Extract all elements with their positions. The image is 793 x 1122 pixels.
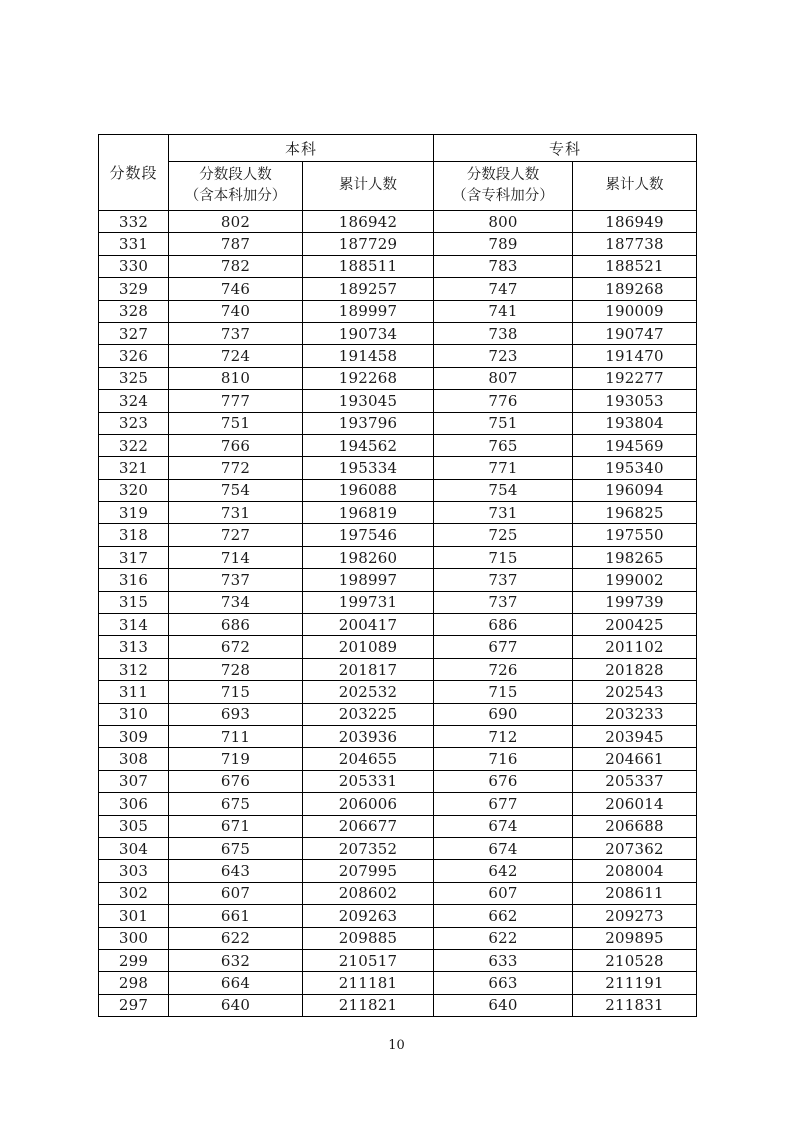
- table-row: [99, 300, 697, 322]
- cell-vocational-cumulative: 186949: [573, 211, 697, 233]
- cell-vocational-cumulative: 199002: [573, 569, 697, 591]
- cell-undergraduate-cumulative: 206006: [303, 793, 434, 815]
- cell-score-band: 322: [99, 434, 169, 456]
- cell-undergraduate-cumulative: 186942: [303, 211, 434, 233]
- cell-score-band: 304: [99, 837, 169, 859]
- cell-undergraduate-cumulative: 203936: [303, 725, 434, 747]
- cell-vocational-band-count: 715: [434, 546, 573, 568]
- cell-undergraduate-cumulative: 203225: [303, 703, 434, 725]
- cell-vocational-band-count: 640: [434, 994, 573, 1016]
- cell-undergraduate-cumulative: 196819: [303, 502, 434, 524]
- cell-vocational-band-count: 776: [434, 390, 573, 412]
- table-row: [99, 614, 697, 636]
- cell-vocational-band-count: 712: [434, 725, 573, 747]
- cell-undergraduate-band-count: 672: [169, 636, 303, 658]
- cell-score-band: 310: [99, 703, 169, 725]
- cell-undergraduate-band-count: 740: [169, 300, 303, 322]
- cell-undergraduate-cumulative: 190734: [303, 322, 434, 344]
- cell-undergraduate-band-count: 675: [169, 793, 303, 815]
- cell-undergraduate-cumulative: 209885: [303, 927, 434, 949]
- header-subcolumn-row: [99, 162, 697, 211]
- cell-undergraduate-cumulative: 211821: [303, 994, 434, 1016]
- cell-vocational-cumulative: 209273: [573, 905, 697, 927]
- cell-score-band: 298: [99, 972, 169, 994]
- table-row: [99, 524, 697, 546]
- table-row: [99, 927, 697, 949]
- cell-undergraduate-band-count: 787: [169, 233, 303, 255]
- cell-score-band: 314: [99, 614, 169, 636]
- cell-undergraduate-cumulative: 188511: [303, 255, 434, 277]
- cell-vocational-cumulative: 200425: [573, 614, 697, 636]
- cell-score-band: 307: [99, 770, 169, 792]
- table-row: [99, 434, 697, 456]
- cell-vocational-cumulative: 189268: [573, 278, 697, 300]
- cell-score-band: 308: [99, 748, 169, 770]
- cell-vocational-cumulative: 192277: [573, 367, 697, 389]
- cell-undergraduate-cumulative: 199731: [303, 591, 434, 613]
- table-row: [99, 748, 697, 770]
- table-row: [99, 860, 697, 882]
- cell-vocational-cumulative: 208004: [573, 860, 697, 882]
- cell-vocational-band-count: 633: [434, 949, 573, 971]
- table-row: [99, 412, 697, 434]
- cell-score-band: 327: [99, 322, 169, 344]
- cell-vocational-band-count: 716: [434, 748, 573, 770]
- cell-score-band: 302: [99, 882, 169, 904]
- cell-score-band: 324: [99, 390, 169, 412]
- cell-vocational-cumulative: 188521: [573, 255, 697, 277]
- cell-undergraduate-cumulative: 194562: [303, 434, 434, 456]
- column-group-header-undergraduate: 本科: [169, 135, 434, 162]
- cell-undergraduate-band-count: 737: [169, 569, 303, 591]
- cell-undergraduate-cumulative: 206677: [303, 815, 434, 837]
- cell-undergraduate-band-count: 728: [169, 658, 303, 680]
- cell-undergraduate-cumulative: 209263: [303, 905, 434, 927]
- cell-undergraduate-band-count: 754: [169, 479, 303, 501]
- cell-score-band: 299: [99, 949, 169, 971]
- cell-undergraduate-cumulative: 208602: [303, 882, 434, 904]
- cell-score-band: 325: [99, 367, 169, 389]
- table-row: [99, 905, 697, 927]
- cell-undergraduate-cumulative: 193045: [303, 390, 434, 412]
- cell-vocational-cumulative: 196094: [573, 479, 697, 501]
- cell-vocational-band-count: 789: [434, 233, 573, 255]
- cell-undergraduate-cumulative: 198997: [303, 569, 434, 591]
- cell-undergraduate-cumulative: 191458: [303, 345, 434, 367]
- cell-vocational-band-count: 737: [434, 569, 573, 591]
- cell-vocational-band-count: 674: [434, 815, 573, 837]
- column-header-score-band: 分数段: [99, 135, 169, 211]
- cell-score-band: 306: [99, 793, 169, 815]
- table-row: [99, 815, 697, 837]
- cell-vocational-cumulative: 211191: [573, 972, 697, 994]
- cell-vocational-cumulative: 201102: [573, 636, 697, 658]
- cell-vocational-cumulative: 209895: [573, 927, 697, 949]
- table-row: [99, 255, 697, 277]
- cell-undergraduate-band-count: 737: [169, 322, 303, 344]
- cell-vocational-band-count: 677: [434, 636, 573, 658]
- cell-undergraduate-cumulative: 192268: [303, 367, 434, 389]
- cell-vocational-band-count: 783: [434, 255, 573, 277]
- table-header: [99, 135, 697, 211]
- cell-undergraduate-cumulative: 210517: [303, 949, 434, 971]
- undergraduate-band-count-line1: 分数段人数: [199, 166, 272, 183]
- cell-undergraduate-cumulative: 198260: [303, 546, 434, 568]
- table-row: [99, 681, 697, 703]
- cell-undergraduate-cumulative: 189997: [303, 300, 434, 322]
- vocational-cumulative-line1: 累计人数: [605, 177, 664, 194]
- cell-undergraduate-cumulative: 204655: [303, 748, 434, 770]
- cell-vocational-cumulative: 208611: [573, 882, 697, 904]
- cell-score-band: 331: [99, 233, 169, 255]
- cell-score-band: 305: [99, 815, 169, 837]
- table-row: [99, 211, 697, 233]
- cell-undergraduate-band-count: 693: [169, 703, 303, 725]
- cell-undergraduate-band-count: 772: [169, 457, 303, 479]
- cell-score-band: 311: [99, 681, 169, 703]
- cell-undergraduate-cumulative: 200417: [303, 614, 434, 636]
- score-distribution-table: [98, 134, 697, 1017]
- table-row: [99, 502, 697, 524]
- cell-undergraduate-cumulative: 201817: [303, 658, 434, 680]
- cell-undergraduate-cumulative: 207995: [303, 860, 434, 882]
- cell-vocational-cumulative: 187738: [573, 233, 697, 255]
- cell-vocational-band-count: 738: [434, 322, 573, 344]
- cell-score-band: 328: [99, 300, 169, 322]
- undergraduate-cumulative-line1: 累计人数: [339, 177, 397, 194]
- cell-score-band: 303: [99, 860, 169, 882]
- cell-undergraduate-cumulative: 195334: [303, 457, 434, 479]
- cell-vocational-band-count: 751: [434, 412, 573, 434]
- table-row: [99, 278, 697, 300]
- cell-vocational-cumulative: 194569: [573, 434, 697, 456]
- cell-undergraduate-band-count: 746: [169, 278, 303, 300]
- cell-vocational-band-count: 765: [434, 434, 573, 456]
- cell-vocational-band-count: 662: [434, 905, 573, 927]
- undergraduate-band-count-line2: （含本科加分）: [184, 188, 287, 204]
- table-row: [99, 770, 697, 792]
- cell-score-band: 329: [99, 278, 169, 300]
- table-body: [99, 211, 697, 1017]
- cell-vocational-cumulative: 207362: [573, 837, 697, 859]
- cell-vocational-cumulative: 193804: [573, 412, 697, 434]
- cell-undergraduate-band-count: 640: [169, 994, 303, 1016]
- cell-vocational-cumulative: 210528: [573, 949, 697, 971]
- cell-vocational-cumulative: 197550: [573, 524, 697, 546]
- cell-undergraduate-band-count: 676: [169, 770, 303, 792]
- cell-undergraduate-band-count: 715: [169, 681, 303, 703]
- table-row: [99, 725, 697, 747]
- cell-score-band: 315: [99, 591, 169, 613]
- cell-score-band: 297: [99, 994, 169, 1016]
- cell-undergraduate-band-count: 686: [169, 614, 303, 636]
- cell-vocational-cumulative: 203945: [573, 725, 697, 747]
- cell-undergraduate-cumulative: 207352: [303, 837, 434, 859]
- cell-vocational-band-count: 754: [434, 479, 573, 501]
- cell-score-band: 318: [99, 524, 169, 546]
- cell-vocational-cumulative: 195340: [573, 457, 697, 479]
- cell-vocational-cumulative: 191470: [573, 345, 697, 367]
- cell-vocational-band-count: 677: [434, 793, 573, 815]
- cell-undergraduate-band-count: 714: [169, 546, 303, 568]
- cell-undergraduate-band-count: 675: [169, 837, 303, 859]
- cell-vocational-band-count: 622: [434, 927, 573, 949]
- cell-vocational-cumulative: 203233: [573, 703, 697, 725]
- cell-vocational-cumulative: 193053: [573, 390, 697, 412]
- cell-score-band: 321: [99, 457, 169, 479]
- table-row: [99, 793, 697, 815]
- cell-score-band: 312: [99, 658, 169, 680]
- cell-vocational-cumulative: 211831: [573, 994, 697, 1016]
- column-header-undergraduate-cumulative: [303, 162, 434, 211]
- cell-vocational-cumulative: 204661: [573, 748, 697, 770]
- cell-undergraduate-band-count: 664: [169, 972, 303, 994]
- table-row: [99, 591, 697, 613]
- table-row: [99, 658, 697, 680]
- cell-vocational-band-count: 807: [434, 367, 573, 389]
- cell-undergraduate-cumulative: 201089: [303, 636, 434, 658]
- header-group-row: [99, 135, 697, 162]
- cell-undergraduate-cumulative: 189257: [303, 278, 434, 300]
- cell-undergraduate-band-count: 810: [169, 367, 303, 389]
- cell-undergraduate-cumulative: 211181: [303, 972, 434, 994]
- table-row: [99, 972, 697, 994]
- cell-score-band: 316: [99, 569, 169, 591]
- cell-vocational-band-count: 642: [434, 860, 573, 882]
- cell-vocational-cumulative: 205337: [573, 770, 697, 792]
- cell-undergraduate-band-count: 607: [169, 882, 303, 904]
- vocational-band-count-line1: 分数段人数: [466, 166, 540, 183]
- table-row: [99, 322, 697, 344]
- cell-vocational-band-count: 723: [434, 345, 573, 367]
- vocational-band-count-line2: （含专科加分）: [452, 188, 554, 204]
- cell-vocational-band-count: 741: [434, 300, 573, 322]
- cell-undergraduate-band-count: 632: [169, 949, 303, 971]
- cell-vocational-band-count: 607: [434, 882, 573, 904]
- cell-vocational-band-count: 674: [434, 837, 573, 859]
- column-header-vocational-band-count: [434, 162, 573, 211]
- cell-undergraduate-band-count: 643: [169, 860, 303, 882]
- cell-undergraduate-cumulative: 197546: [303, 524, 434, 546]
- cell-undergraduate-cumulative: 193796: [303, 412, 434, 434]
- cell-undergraduate-band-count: 777: [169, 390, 303, 412]
- cell-undergraduate-band-count: 622: [169, 927, 303, 949]
- cell-vocational-band-count: 771: [434, 457, 573, 479]
- cell-vocational-band-count: 726: [434, 658, 573, 680]
- cell-vocational-band-count: 800: [434, 211, 573, 233]
- table-row: [99, 837, 697, 859]
- cell-score-band: 301: [99, 905, 169, 927]
- cell-undergraduate-band-count: 751: [169, 412, 303, 434]
- cell-vocational-cumulative: 206014: [573, 793, 697, 815]
- cell-vocational-band-count: 676: [434, 770, 573, 792]
- cell-undergraduate-band-count: 711: [169, 725, 303, 747]
- cell-vocational-band-count: 663: [434, 972, 573, 994]
- cell-vocational-cumulative: 202543: [573, 681, 697, 703]
- table-row: [99, 546, 697, 568]
- cell-undergraduate-cumulative: 196088: [303, 479, 434, 501]
- cell-score-band: 332: [99, 211, 169, 233]
- column-group-header-vocational: 专科: [434, 135, 697, 162]
- cell-undergraduate-band-count: 766: [169, 434, 303, 456]
- table-row: [99, 479, 697, 501]
- cell-vocational-band-count: 747: [434, 278, 573, 300]
- table-row: [99, 390, 697, 412]
- table-row: [99, 882, 697, 904]
- cell-vocational-cumulative: 201828: [573, 658, 697, 680]
- cell-undergraduate-band-count: 719: [169, 748, 303, 770]
- table-row: [99, 569, 697, 591]
- cell-vocational-band-count: 737: [434, 591, 573, 613]
- cell-vocational-band-count: 731: [434, 502, 573, 524]
- cell-undergraduate-band-count: 661: [169, 905, 303, 927]
- cell-vocational-cumulative: 206688: [573, 815, 697, 837]
- cell-undergraduate-band-count: 727: [169, 524, 303, 546]
- cell-undergraduate-cumulative: 202532: [303, 681, 434, 703]
- cell-undergraduate-band-count: 734: [169, 591, 303, 613]
- cell-undergraduate-band-count: 731: [169, 502, 303, 524]
- cell-score-band: 320: [99, 479, 169, 501]
- cell-vocational-band-count: 715: [434, 681, 573, 703]
- cell-undergraduate-band-count: 671: [169, 815, 303, 837]
- cell-vocational-band-count: 686: [434, 614, 573, 636]
- cell-undergraduate-cumulative: 187729: [303, 233, 434, 255]
- cell-undergraduate-band-count: 724: [169, 345, 303, 367]
- cell-vocational-cumulative: 196825: [573, 502, 697, 524]
- cell-score-band: 326: [99, 345, 169, 367]
- cell-score-band: 300: [99, 927, 169, 949]
- cell-score-band: 313: [99, 636, 169, 658]
- cell-vocational-band-count: 725: [434, 524, 573, 546]
- cell-score-band: 323: [99, 412, 169, 434]
- column-header-undergraduate-band-count: [169, 162, 303, 211]
- cell-score-band: 317: [99, 546, 169, 568]
- column-header-vocational-cumulative: [573, 162, 697, 211]
- cell-vocational-band-count: 690: [434, 703, 573, 725]
- cell-undergraduate-cumulative: 205331: [303, 770, 434, 792]
- table-row: [99, 367, 697, 389]
- cell-vocational-cumulative: 199739: [573, 591, 697, 613]
- cell-score-band: 330: [99, 255, 169, 277]
- cell-vocational-cumulative: 198265: [573, 546, 697, 568]
- cell-vocational-cumulative: 190009: [573, 300, 697, 322]
- cell-vocational-cumulative: 190747: [573, 322, 697, 344]
- cell-score-band: 309: [99, 725, 169, 747]
- page-number: 10: [388, 1038, 405, 1053]
- cell-undergraduate-band-count: 802: [169, 211, 303, 233]
- table-row: [99, 949, 697, 971]
- cell-score-band: 319: [99, 502, 169, 524]
- table-row: [99, 994, 697, 1016]
- cell-undergraduate-band-count: 782: [169, 255, 303, 277]
- table-row: [99, 233, 697, 255]
- table-row: [99, 457, 697, 479]
- table-row: [99, 345, 697, 367]
- table-row: [99, 636, 697, 658]
- table-row: [99, 703, 697, 725]
